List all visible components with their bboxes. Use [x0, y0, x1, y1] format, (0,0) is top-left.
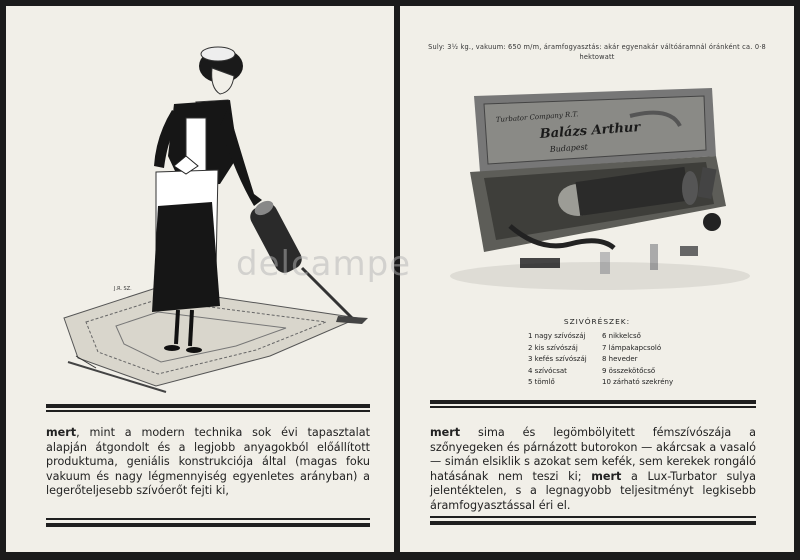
parts-title: SZIVÓRÉSZEK: [563, 317, 631, 326]
part-item: 8 heveder [602, 355, 638, 364]
part-item: 6 nikkelcső [602, 332, 641, 340]
parts-list-col1 [528, 331, 587, 389]
part-item: 10 zárható szekrény [602, 378, 674, 387]
left-paragraph [46, 426, 370, 499]
part-item: 9 összekötőcső [602, 366, 656, 375]
parts-list-col2 [602, 331, 673, 389]
artist-signature: J.R. SZ. [114, 286, 132, 292]
part-item: 2 kis szívószáj [528, 343, 578, 352]
right-page [400, 6, 794, 552]
right-paragraphs [430, 426, 756, 514]
part-item: 3 kefés szívószáj [528, 355, 587, 364]
case-label-line3: Budapest [549, 142, 589, 154]
case-label-line2: Balázs Arthur [539, 120, 641, 142]
part-item: 5 tömlő [528, 378, 555, 387]
top-stripes [46, 404, 370, 412]
maid-vacuum-illustration [6, 6, 394, 406]
paragraph-text: , mint a modern technika sok évi tapasztalat alapján átgondolt és a legjobb anyagokból előállított produktuma, geniális konstrukciója által (magas foku vakuum és nagy légmennyiség egyenletes arányban) a legerőteljesebb szívóerőt fejti ki, [46, 426, 370, 498]
paragraph-lead: mert [46, 426, 77, 439]
top-stripes [430, 400, 756, 408]
paragraph-lead: mert [591, 469, 622, 483]
paragraph-text: sima és legömbölyitett fémszívószája a szőnyegeken és párnázott butorokon — akárcsak a vasaló — simán elsiklik s azokat sem kefék, sem kerekek rongáló hatásának nem teszi ki; [430, 426, 756, 483]
part-item: 4 szívócsat [528, 366, 567, 375]
bottom-stripes [46, 518, 370, 527]
bottom-stripes [430, 516, 756, 525]
spec-text: Suly: 3½ kg., vakuum: 650 m/m, áramfogyasztás: akár egyenakár váltóáramnál óránként ca. 0·8 hektowatt [428, 43, 766, 61]
part-item: 1 nagy szívószáj [528, 332, 586, 340]
vacuum-case-illustration [400, 76, 794, 306]
paragraph-lead: mert [430, 426, 461, 439]
part-item: 7 lámpakapcsoló [602, 343, 662, 352]
watermark: delcampe [236, 244, 412, 284]
paragraph-text: a Lux-Turbator sulya jelentéktelen, s a legnagyobb teljesitményt legkisebb áramfogyasztással éri el. [430, 469, 756, 512]
case-label-line1: Turbator Company R.T. [495, 110, 579, 124]
